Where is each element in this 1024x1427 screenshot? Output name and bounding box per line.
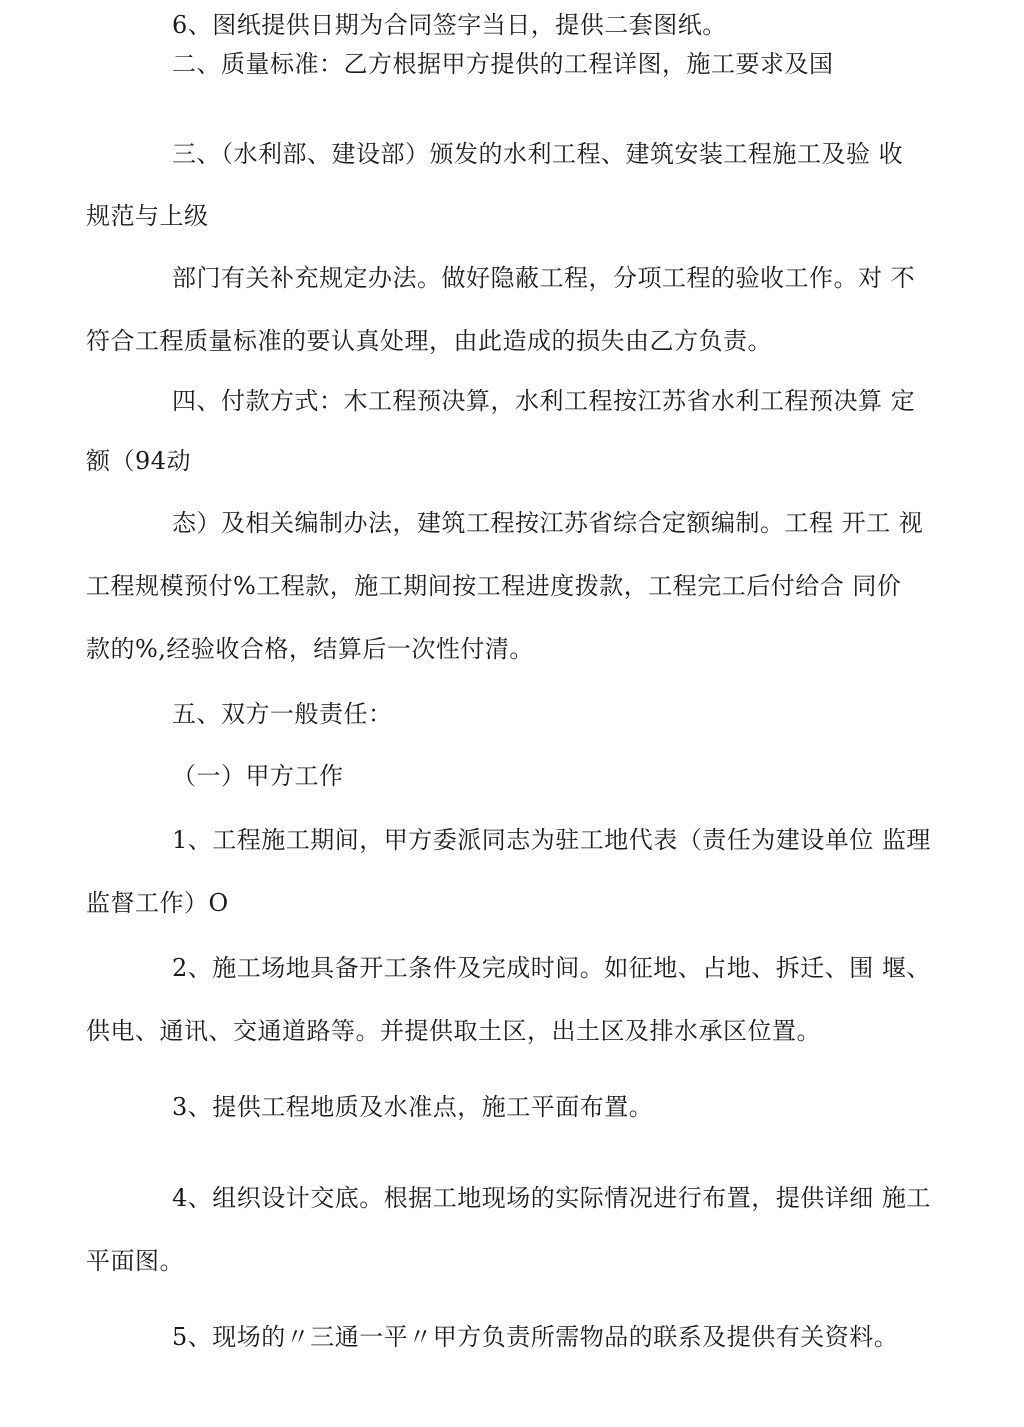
text-line-11: 款的%,经验收合格，结算后一次性付清。	[86, 635, 534, 663]
text-line-5: 部门有关补充规定办法。做好隐蔽工程，分项工程的验收工作。对 不	[172, 264, 916, 292]
text-line-16: 2、施工场地具备开工条件及完成时间。如征地、占地、拆迁、围 堰、	[172, 954, 931, 982]
text-line-1: 6、图纸提供日期为合同签字当日，提供二套图纸。	[172, 11, 727, 39]
text-line-21: 5、现场的〃三通一平〃甲方负责所需物品的联系及提供有关资料。	[172, 1323, 899, 1351]
text-line-6: 符合工程质量标准的要认真处理，由此造成的损失由乙方负责。	[86, 327, 772, 355]
text-line-17: 供电、通讯、交通道路等。并提供取土区，出土区及排水承区位置。	[86, 1017, 821, 1045]
text-line-2: 二、质量标准：乙方根据甲方提供的工程详图，施工要求及国	[172, 50, 834, 78]
text-line-8: 额（94动	[86, 447, 192, 475]
text-line-3: 三、（水利部、建设部）颁发的水利工程、建筑安装工程施工及验 收	[172, 140, 904, 168]
text-line-7: 四、付款方式：木工程预决算，水利工程按江苏省水利工程预决算 定	[172, 387, 916, 415]
text-line-10: 工程规模预付%工程款，施工期间按工程进度拨款，工程完工后付给合 同价	[86, 572, 902, 600]
text-line-20: 平面图。	[86, 1247, 184, 1275]
text-line-9: 态）及相关编制办法，建筑工程按江苏省综合定额编制。工程 开工 视	[172, 509, 924, 537]
text-line-14: 1、工程施工期间，甲方委派同志为驻工地代表（责任为建设单位 监理	[172, 826, 931, 854]
text-line-12: 五、双方一般责任：	[172, 700, 393, 728]
text-line-13: （一）甲方工作	[172, 762, 344, 790]
text-line-19: 4、组织设计交底。根据工地现场的实际情况进行布置，提供详细 施工	[172, 1184, 931, 1212]
text-line-15: 监督工作）O	[86, 889, 229, 917]
text-line-18: 3、提供工程地质及水准点，施工平面布置。	[172, 1093, 654, 1121]
text-line-4: 规范与上级	[86, 202, 209, 230]
